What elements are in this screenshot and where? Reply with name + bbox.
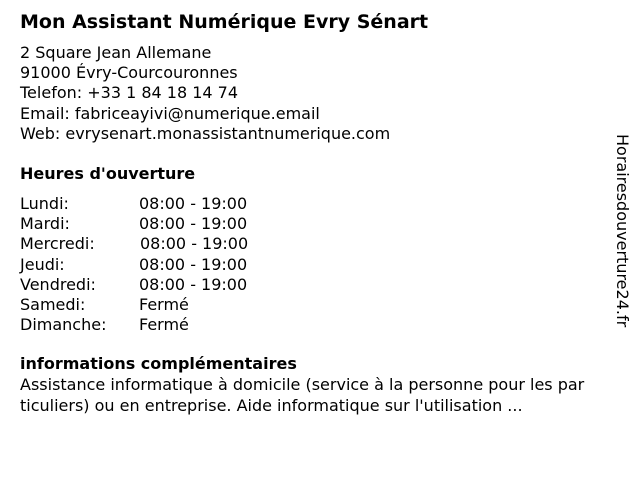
email-line: Email: fabriceayivi@numerique.email	[20, 103, 320, 123]
site-watermark-text: Horairesdouverture24.fr	[613, 134, 632, 328]
hours-day: Lundi:	[20, 194, 69, 213]
business-name: Mon Assistant Numérique Evry Sénart	[20, 11, 429, 33]
hours-day: Vendredi:	[20, 274, 96, 294]
hours-time: Fermé	[139, 315, 189, 335]
hours-time: 08:00 - 19:00	[139, 214, 248, 234]
address-line-1: 2 Square Jean Allemane	[20, 43, 212, 62]
hours-day: Dimanche:	[20, 315, 107, 335]
hours-time: 08:00 - 19:00	[140, 234, 249, 254]
hours-time: 08:00 - 19:00	[139, 194, 248, 213]
additional-info-heading: informations complémentaires	[20, 354, 297, 373]
additional-info-text	[20, 375, 630, 416]
hours-time: Fermé	[139, 294, 189, 314]
info-text-line-2: ticuliers) ou en entreprise. Aide informatique sur l'utilisation ...	[20, 395, 523, 415]
web-line: Web: evrysenart.monassistantnumerique.com	[20, 123, 391, 143]
hours-time: 08:00 - 19:00	[139, 274, 248, 294]
contact-block	[20, 43, 390, 144]
hours-day: Samedi:	[20, 294, 86, 314]
hours-day: Jeudi:	[20, 254, 65, 274]
site-watermark	[612, 134, 636, 346]
address-line-2: 91000 Évry-Courcouronnes	[20, 63, 238, 83]
hours-day: Mercredi:	[20, 234, 95, 254]
info-text-line-1: Assistance informatique à domicile (service à la personne pour les par	[20, 375, 585, 394]
opening-hours-heading: Heures d'ouverture	[20, 164, 196, 183]
hours-time: 08:00 - 19:00	[139, 254, 248, 274]
hours-day: Mardi:	[20, 214, 70, 234]
phone-line: Telefon: +33 1 84 18 14 74	[20, 83, 239, 103]
